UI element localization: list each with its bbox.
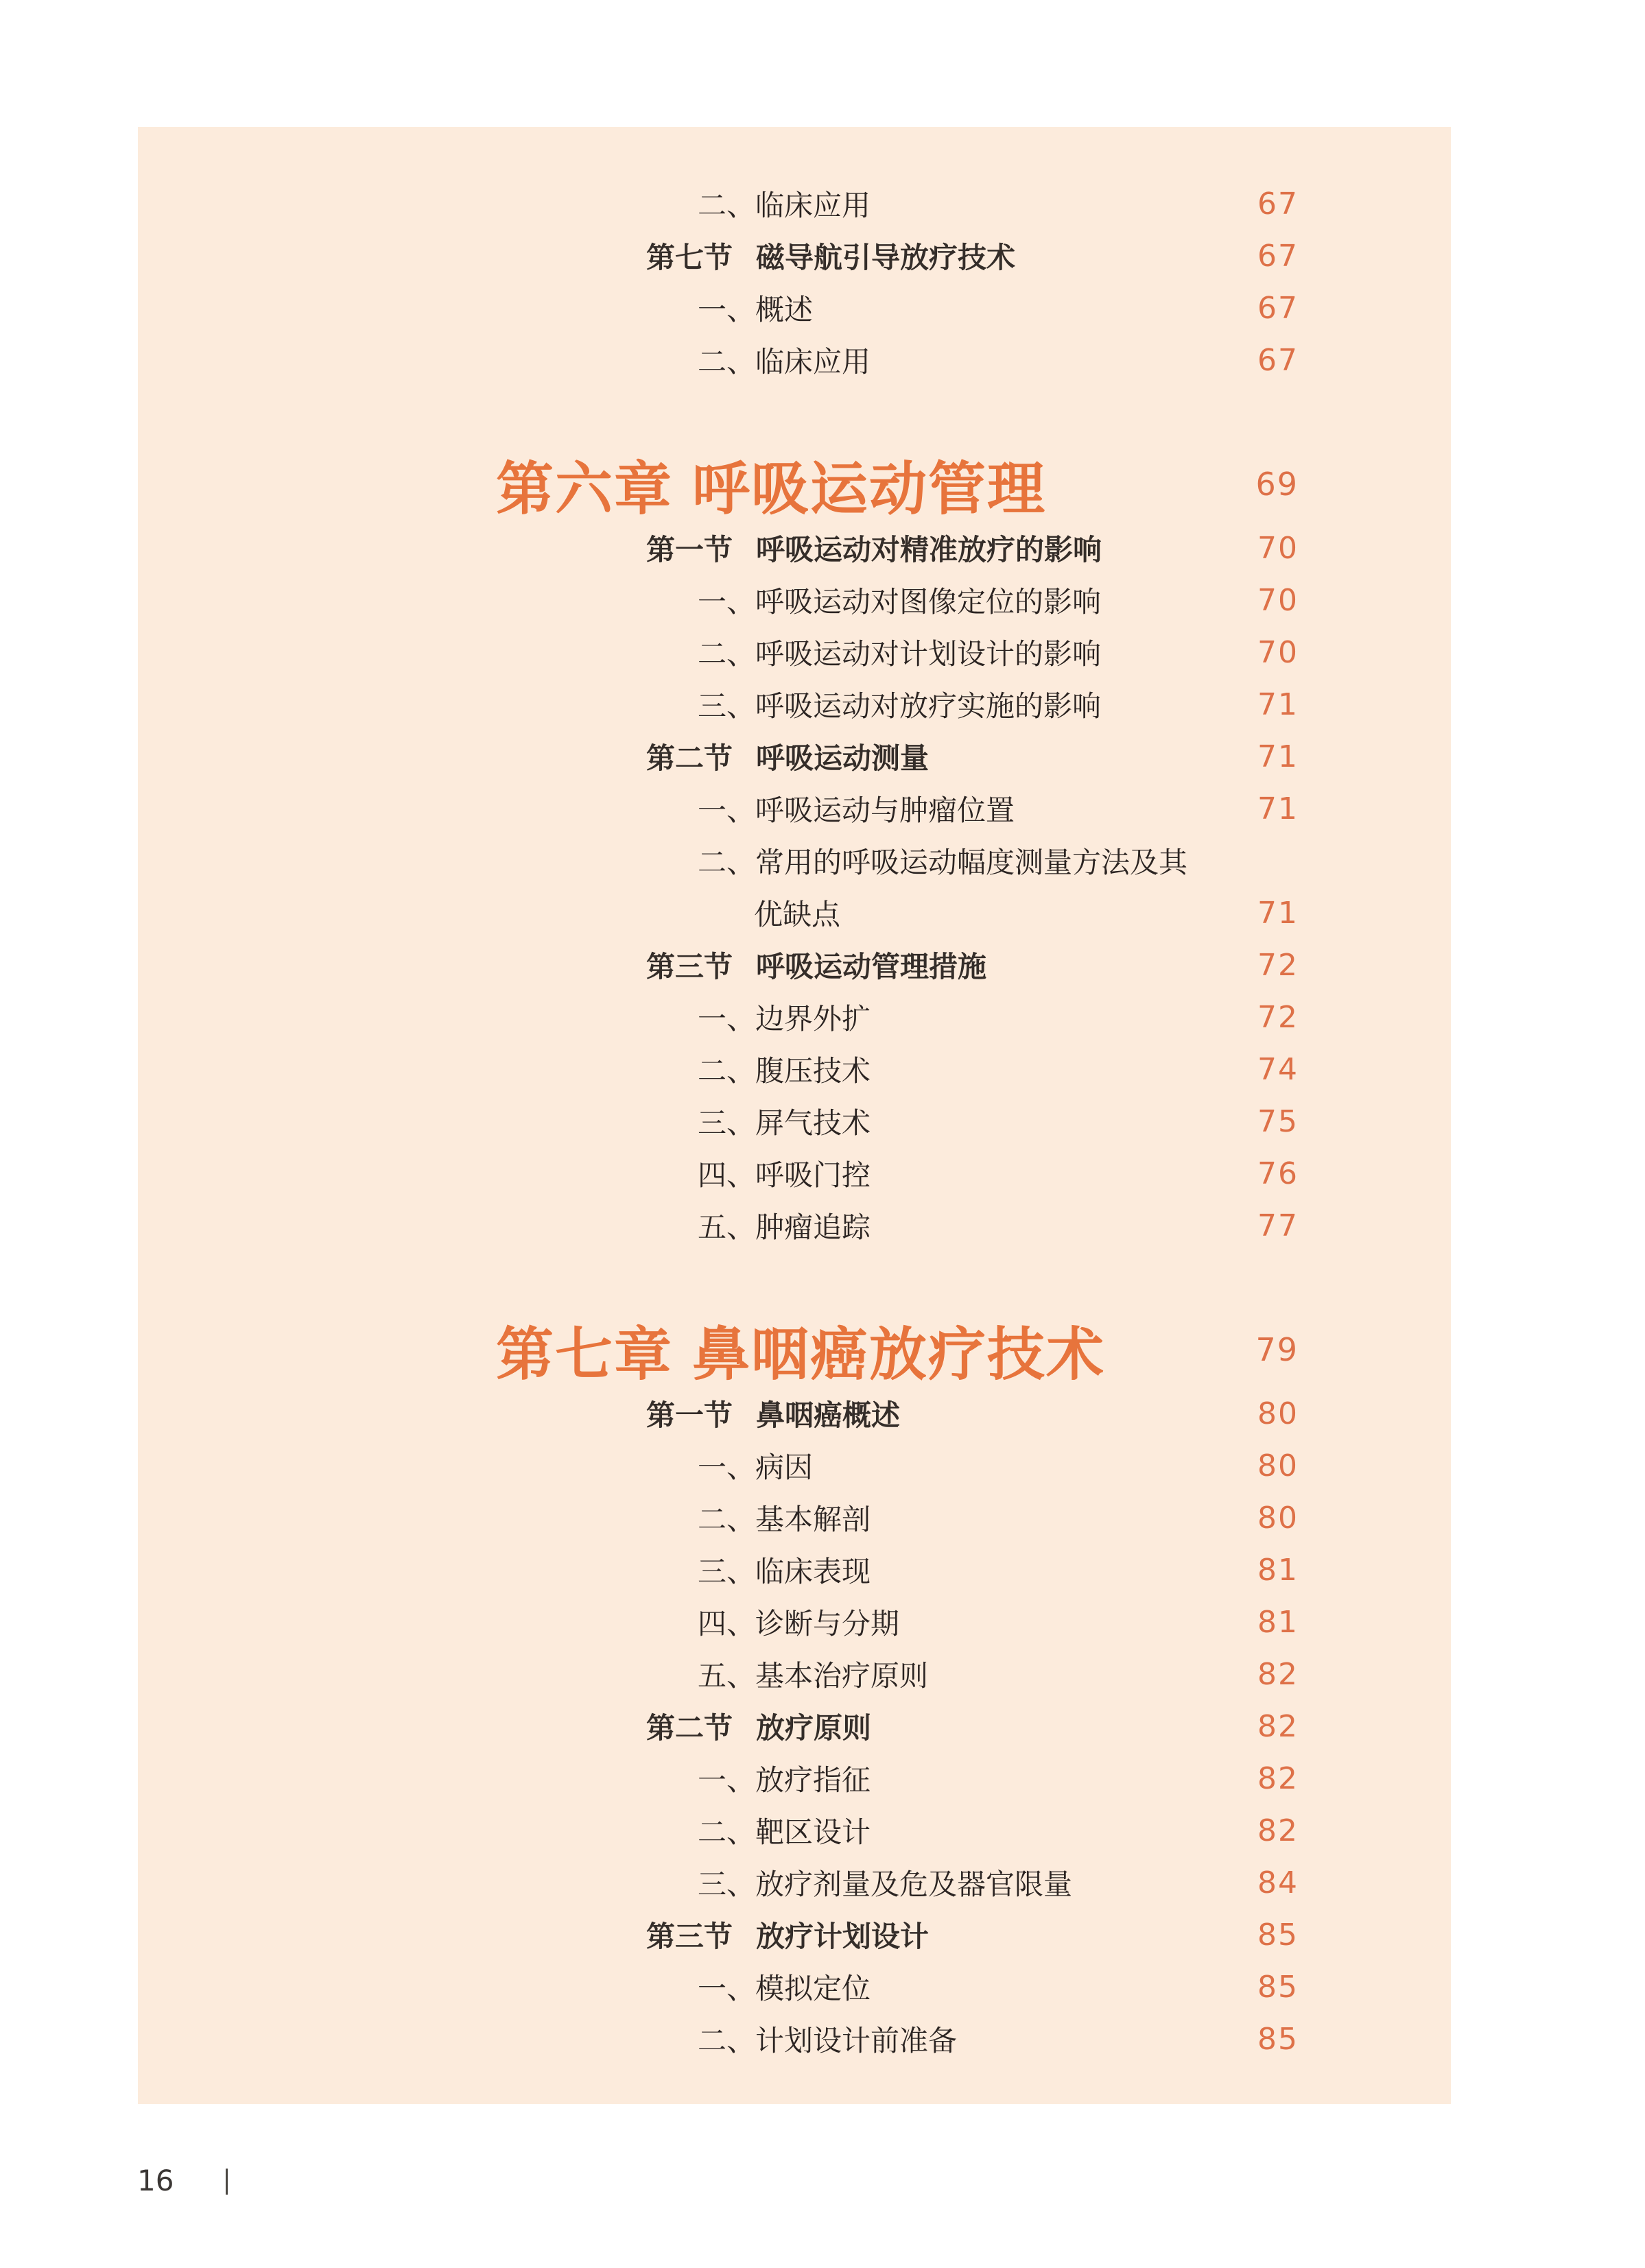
toc-page-number: 85 (1257, 2021, 1299, 2057)
toc-page-number: 71 (1257, 895, 1299, 931)
toc-page-number: 67 (1257, 186, 1299, 222)
toc-entry-label: 第六章 (496, 454, 674, 523)
toc-entry-row (138, 1199, 1299, 1252)
toc-page-number: 67 (1257, 342, 1299, 378)
toc-entry-text: 三、放疗剂量及危及器官限量 (698, 1867, 1073, 1901)
toc-entry-text: 二、临床应用 (698, 189, 871, 222)
toc-entry-text: 鼻咽癌放疗技术 (692, 1320, 1106, 1388)
toc-entry-label: 第七章 (496, 1320, 674, 1388)
toc-entry-text: 一、呼吸运动对图像定位的影响 (698, 585, 1102, 619)
toc-entry-text: 一、概述 (698, 293, 814, 326)
toc-entry-label: 第三节 (646, 950, 733, 983)
toc-entry-text: 二、腹压技术 (698, 1054, 871, 1088)
toc-page-number: 70 (1257, 530, 1299, 566)
toc-entry-text: 二、基本解剖 (698, 1503, 871, 1536)
toc-page-number: 74 (1257, 1051, 1299, 1087)
toc-entry-row (138, 626, 1299, 678)
toc-entry-row (138, 1492, 1299, 1544)
toc-page-number: 71 (1257, 791, 1299, 826)
toc-page-number: 84 (1257, 1865, 1299, 1900)
toc-section-row (138, 1700, 1299, 1752)
toc-page-number: 82 (1257, 1760, 1299, 1796)
toc-entry-row (138, 1043, 1299, 1095)
toc-page-number: 82 (1257, 1656, 1299, 1692)
toc-entry-row (138, 1147, 1299, 1199)
toc-entry-row (138, 1596, 1299, 1648)
toc-entry-row (138, 1544, 1299, 1596)
toc-entry-row (138, 835, 1299, 887)
toc-entry-row (138, 574, 1299, 626)
toc-entry-text: 二、靶区设计 (698, 1815, 871, 1849)
toc-page-number: 76 (1257, 1156, 1299, 1191)
toc-entry-text: 三、呼吸运动对放疗实施的影响 (698, 689, 1102, 723)
toc-page-number: 71 (1257, 687, 1299, 722)
toc-entry-row (138, 1440, 1299, 1492)
toc-entry-text: 磁导航引导放疗技术 (756, 241, 1016, 274)
toc-entry-text: 呼吸运动管理措施 (756, 950, 987, 983)
toc-entry-text: 三、屏气技术 (698, 1106, 871, 1140)
toc-entry-text: 放疗计划设计 (756, 1920, 930, 1953)
toc-page-number: 82 (1257, 1813, 1299, 1848)
toc-entry-row (138, 678, 1299, 730)
toc-entry-label: 第一节 (646, 533, 733, 566)
toc-entry-text: 优缺点 (754, 898, 841, 931)
toc-entry-text: 一、边界外扩 (698, 1002, 871, 1036)
toc-page-number: 77 (1257, 1208, 1299, 1243)
toc-page-number: 79 (1255, 1331, 1299, 1368)
toc-section-row (138, 230, 1299, 282)
toc-page-number: 70 (1257, 582, 1299, 618)
toc-entry-text: 四、诊断与分期 (698, 1607, 900, 1640)
toc-panel (138, 127, 1451, 2104)
toc-chapter-row (138, 446, 1299, 522)
toc-entry-text: 二、呼吸运动对计划设计的影响 (698, 637, 1102, 671)
toc-page-number: 71 (1257, 739, 1299, 774)
toc-page-number: 67 (1257, 238, 1299, 274)
toc-page-number: 72 (1257, 999, 1299, 1035)
toc-entry-row (138, 991, 1299, 1043)
toc-section-row (138, 939, 1299, 991)
toc-entry-row (138, 2013, 1299, 2065)
toc-entry-text: 鼻咽癌概述 (756, 1398, 901, 1432)
toc-entry-text: 四、呼吸门控 (698, 1158, 871, 1192)
toc-entry-row (138, 887, 1299, 939)
toc-entry-text: 呼吸运动测量 (756, 741, 930, 775)
toc-entry-row (138, 1095, 1299, 1147)
toc-entry-text: 呼吸运动对精准放疗的影响 (756, 533, 1102, 566)
footer-page-number: 16 (137, 2164, 174, 2197)
toc-page-number: 81 (1257, 1552, 1299, 1588)
toc-entry-text: 三、临床表现 (698, 1555, 871, 1588)
toc-entry-row (138, 178, 1299, 230)
toc-entry-text: 二、临床应用 (698, 345, 871, 379)
toc-page-number: 80 (1257, 1396, 1299, 1431)
toc-entry-row (138, 1804, 1299, 1857)
toc-entry-text: 一、模拟定位 (698, 1972, 871, 2005)
toc-section-row (138, 1387, 1299, 1440)
toc-entry-row (138, 1648, 1299, 1700)
toc-page-number: 75 (1257, 1103, 1299, 1139)
toc-page-number: 80 (1257, 1448, 1299, 1483)
toc-page-number: 72 (1257, 947, 1299, 983)
toc-chapter-row (138, 1312, 1299, 1387)
toc-entry-text: 一、放疗指征 (698, 1763, 871, 1797)
toc-rows (138, 127, 1451, 2104)
toc-entry-text: 放疗原则 (756, 1711, 872, 1745)
toc-section-row (138, 522, 1299, 574)
toc-entry-text: 二、常用的呼吸运动幅度测量方法及其 (698, 846, 1188, 879)
toc-section-row (138, 1909, 1299, 1961)
toc-entry-label: 第三节 (646, 1920, 733, 1953)
toc-entry-row (138, 1752, 1299, 1804)
toc-entry-label: 第一节 (646, 1398, 733, 1432)
toc-entry-row (138, 334, 1299, 386)
toc-entry-row (138, 1857, 1299, 1909)
toc-entry-label: 第二节 (646, 1711, 733, 1745)
toc-page-number: 70 (1257, 634, 1299, 670)
toc-entry-label: 第七节 (646, 241, 733, 274)
toc-entry-text: 一、病因 (698, 1451, 814, 1484)
toc-page-number: 81 (1257, 1604, 1299, 1640)
toc-entry-text: 二、计划设计前准备 (698, 2024, 958, 2057)
toc-entry-text: 呼吸运动管理 (692, 454, 1047, 523)
toc-entry-text: 一、呼吸运动与肿瘤位置 (698, 793, 1015, 827)
toc-page-number: 85 (1257, 1969, 1299, 2005)
toc-entry-text: 五、肿瘤追踪 (698, 1210, 871, 1244)
toc-page-number: 69 (1255, 466, 1299, 503)
toc-entry-text: 五、基本治疗原则 (698, 1659, 929, 1693)
toc-page-number: 80 (1257, 1500, 1299, 1536)
toc-page-number: 85 (1257, 1917, 1299, 1953)
toc-entry-row (138, 783, 1299, 835)
toc-page-number: 67 (1257, 290, 1299, 326)
toc-page-number: 82 (1257, 1708, 1299, 1744)
toc-section-row (138, 730, 1299, 783)
footer-divider (226, 2169, 228, 2195)
toc-entry-label: 第二节 (646, 741, 733, 775)
toc-entry-row (138, 282, 1299, 334)
toc-entry-row (138, 1961, 1299, 2013)
